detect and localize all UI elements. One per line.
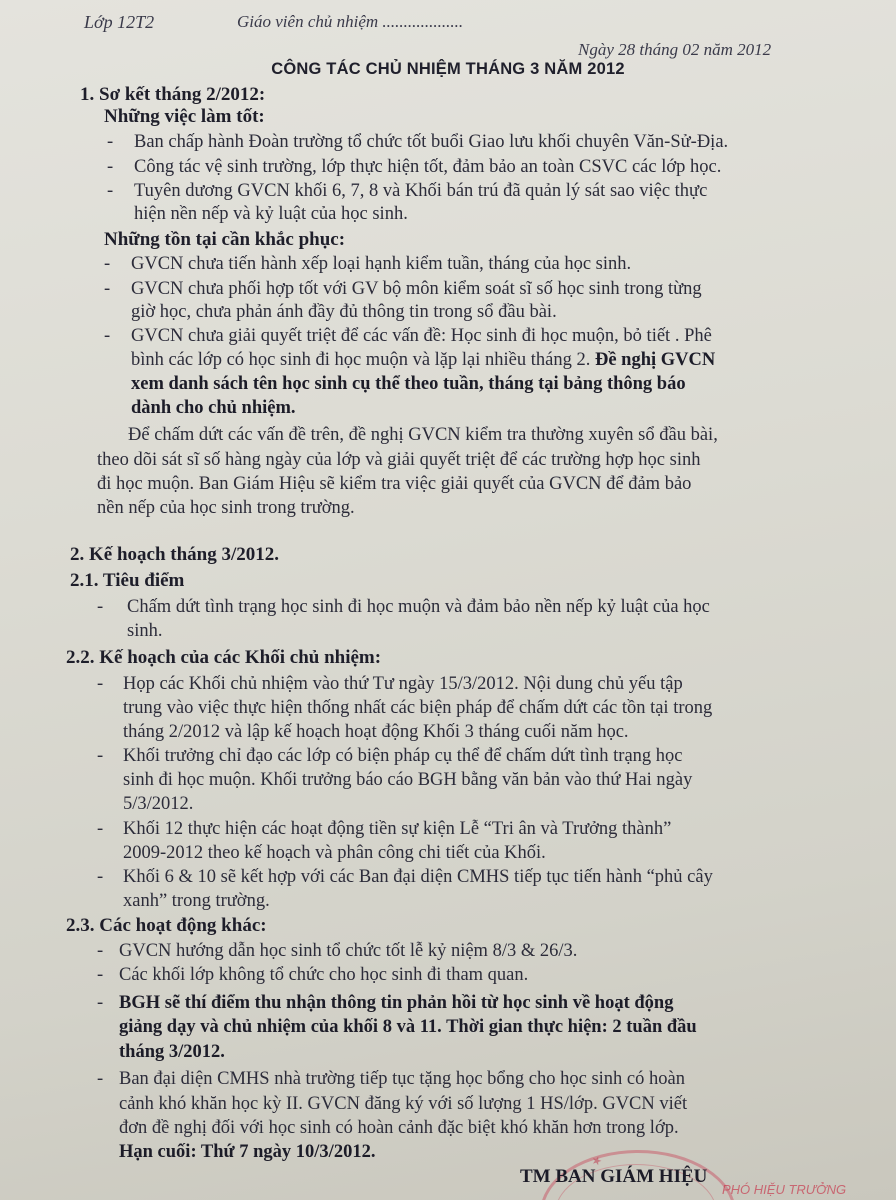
issue-text: bình các lớp có học sinh đi học muộn và lặp lại nhiều tháng 2.: [131, 350, 591, 370]
other-line: Các khối lớp không tổ chức cho học sinh đi tham quan.: [119, 965, 529, 985]
good-heading: Những việc làm tốt:: [104, 106, 265, 127]
issue-bold: Đề nghị GVCN: [594, 350, 716, 370]
issue-line: GVCN chưa phối hợp tốt với GV bộ môn kiểm soát sĩ số học sinh trong từng: [131, 279, 702, 299]
bullet-dash: -: [97, 867, 104, 887]
bullet-dash: -: [107, 132, 114, 152]
plan-heading: 2.2. Kế hoạch của các Khối chủ nhiệm:: [66, 647, 382, 668]
plan-line: trung vào việc thực hiện thống nhất các biện pháp để chấm dứt các tồn tại trong: [123, 698, 713, 718]
section-1-heading: 1. Sơ kết tháng 2/2012:: [80, 84, 266, 105]
plan-line: tháng 2/2012 và lập kế hoạch hoạt động Khối 3 tháng cuối năm học.: [123, 722, 629, 742]
fund-line: cảnh khó khăn học kỳ II. GVCN đăng ký với số lượng 1 HS/lớp. GVCN viết: [119, 1094, 688, 1114]
issue-line: giờ học, chưa phản ánh đầy đủ thông tin trong sổ đầu bài.: [131, 302, 557, 322]
plan-line: 2009-2012 theo kế hoạch và phân công chi tiết của Khối.: [123, 843, 546, 863]
paragraph-line: nền nếp của học sinh trong trường.: [97, 498, 355, 518]
plan-line: 5/3/2012.: [123, 794, 194, 814]
section-2-heading: 2. Kế hoạch tháng 3/2012.: [70, 544, 280, 565]
bullet-dash: -: [97, 819, 104, 839]
fund-line: đơn đề nghị đối với học sinh có hoàn cảnh đặc biệt khó khăn hơn trong lớp.: [119, 1118, 679, 1138]
stamp-ring-text: ★: [590, 1154, 603, 1169]
issue-line: [131, 350, 715, 371]
plan-line: Khối trưởng chỉ đạo các lớp có biện pháp cụ thể để chấm dứt tình trạng học: [123, 746, 683, 766]
bullet-dash: -: [97, 674, 104, 694]
other-heading: 2.3. Các hoạt động khác:: [66, 915, 267, 936]
good-line: hiện nền nếp và kỷ luật của học sinh.: [134, 204, 408, 224]
focus-heading: 2.1. Tiêu điểm: [70, 570, 185, 591]
signature-role: PHÓ HIỆU TRƯỞNG: [722, 1182, 847, 1197]
bullet-dash: -: [107, 181, 114, 201]
bullet-dash: -: [97, 993, 104, 1013]
page-title: CÔNG TÁC CHỦ NHIỆM THÁNG 3 NĂM 2012: [271, 60, 625, 78]
focus-line: sinh.: [127, 621, 163, 641]
plan-line: sinh đi học muộn. Khối trưởng báo cáo BGH bằng văn bản vào thứ Hai ngày: [123, 770, 693, 790]
bullet-dash: -: [107, 157, 114, 177]
other-bold-line: tháng 3/2012.: [119, 1042, 225, 1062]
good-line: Ban chấp hành Đoàn trường tổ chức tốt buổi Giao lưu khối chuyên Văn-Sử-Địa.: [134, 132, 729, 152]
good-line: Công tác vệ sinh trường, lớp thực hiện tốt, đảm bảo an toàn CSVC các lớp học.: [134, 157, 722, 177]
bullet-dash: -: [97, 1069, 104, 1089]
deadline-line: Hạn cuối: Thứ 7 ngày 10/3/2012.: [119, 1142, 376, 1162]
homeroom-teacher-label: Giáo viên chủ nhiệm ...................: [237, 12, 464, 31]
plan-line: Khối 6 & 10 sẽ kết hợp với các Ban đại diện CMHS tiếp tục tiến hành “phủ cây: [123, 867, 713, 887]
fund-line: Ban đại diện CMHS nhà trường tiếp tục tặng học bổng cho học sinh có hoàn: [119, 1069, 685, 1089]
class-label: Lớp 12T2: [84, 12, 155, 32]
signature-org: TM BAN GIÁM HIỆU: [520, 1166, 708, 1187]
bullet-dash: -: [104, 326, 111, 346]
issue-bold-line: xem danh sách tên học sinh cụ thể theo tuần, tháng tại bảng thông báo: [131, 374, 686, 394]
other-bold-line: giảng dạy và chủ nhiệm của khối 8 và 11. Thời gian thực hiện: 2 tuần đầu: [119, 1017, 697, 1037]
plan-line: Khối 12 thực hiện các hoạt động tiền sự kiện Lễ “Tri ân và Trưởng thành”: [123, 819, 672, 839]
issue-line: GVCN chưa giải quyết triệt để các vấn đề: Học sinh đi học muộn, bỏ tiết . Phê: [131, 326, 712, 346]
other-bold-line: BGH sẽ thí điểm thu nhận thông tin phản hồi từ học sinh về hoạt động: [119, 993, 674, 1013]
plan-line: Họp các Khối chủ nhiệm vào thứ Tư ngày 15/3/2012. Nội dung chủ yếu tập: [123, 674, 683, 694]
issue-bold-line: dành cho chủ nhiệm.: [131, 398, 296, 418]
focus-line: Chấm dứt tình trạng học sinh đi học muộn và đảm bảo nền nếp kỷ luật của học: [127, 597, 710, 617]
bullet-dash: -: [104, 254, 111, 274]
other-line: GVCN hướng dẫn học sinh tổ chức tốt lễ kỷ niệm 8/3 & 26/3.: [119, 941, 578, 961]
good-line: Tuyên dương GVCN khối 6, 7, 8 và Khối bán trú đã quản lý sát sao việc thực: [134, 181, 708, 201]
bullet-dash: -: [97, 941, 104, 961]
issues-heading: Những tồn tại cần khắc phục:: [104, 229, 346, 250]
bullet-dash: -: [97, 965, 104, 985]
bullet-dash: -: [104, 279, 111, 299]
bullet-dash: -: [97, 597, 104, 617]
bullet-dash: -: [97, 746, 104, 766]
paragraph-line: đi học muộn. Ban Giám Hiệu sẽ kiểm tra việc giải quyết của GVCN để đảm bảo: [97, 474, 692, 494]
paragraph-line: theo dõi sát sĩ số hàng ngày của lớp và giải quyết triệt để các trường hợp học sinh: [97, 450, 701, 470]
plan-line: xanh” trong trường.: [123, 891, 270, 911]
date-line: Ngày 28 tháng 02 năm 2012: [578, 40, 772, 59]
issue-line: GVCN chưa tiến hành xếp loại hạnh kiểm tuần, tháng của học sinh.: [131, 254, 632, 274]
paragraph-line: Để chấm dứt các vấn đề trên, đề nghị GVCN kiểm tra thường xuyên sổ đầu bài,: [128, 425, 718, 445]
